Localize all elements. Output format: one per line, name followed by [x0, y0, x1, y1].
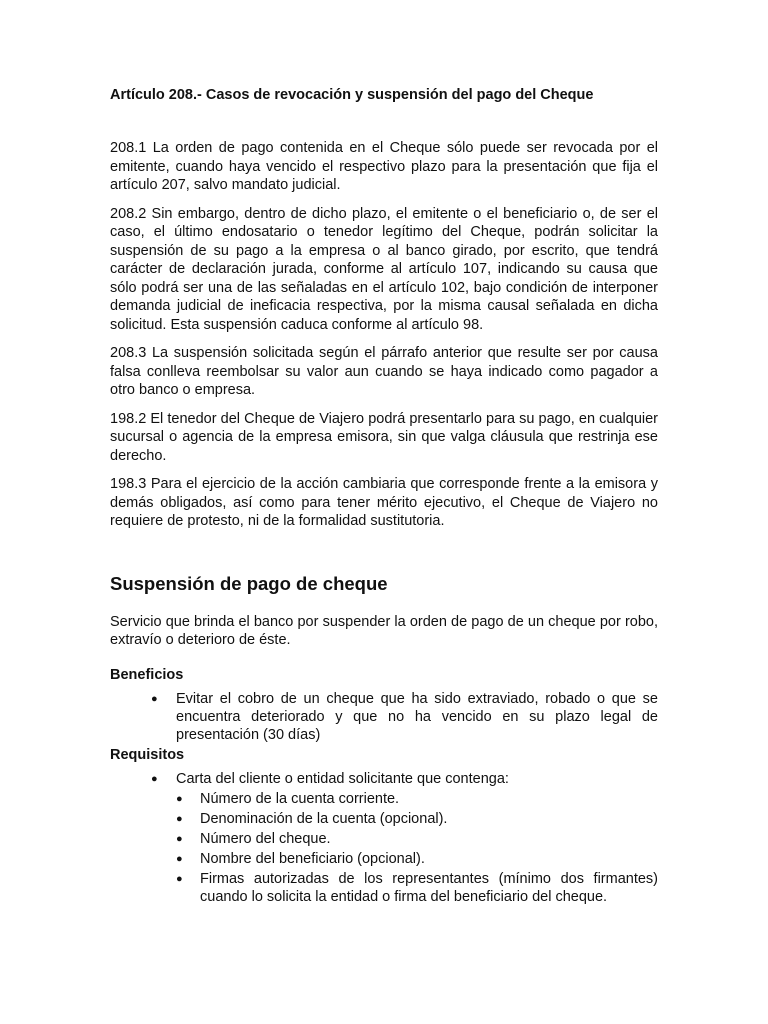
- list-item: [151, 690, 658, 744]
- bullet-icon: ●: [176, 792, 183, 805]
- bullet-icon: ●: [151, 692, 158, 705]
- bullet-icon: ●: [176, 872, 183, 885]
- paragraph-208-1: 208.1 La orden de pago contenida en el Cheque sólo puede ser revocada por el emitente, cuando haya vencido el respectivo plazo para la presentación que fija el artículo 207, salvo mandato judicial.: [110, 140, 658, 193]
- requirement-text: Número del cheque.: [200, 830, 331, 847]
- bullet-icon: ●: [176, 812, 183, 825]
- list-item: [176, 810, 658, 828]
- list-item: [176, 830, 658, 848]
- requirement-text: Nombre del beneficiario (opcional).: [200, 850, 425, 867]
- list-item: [151, 770, 658, 906]
- paragraph-208-3: 208.3 La suspensión solicitada según el párrafo anterior que resulte ser por causa falsa conlleva reembolsar su valor aun cuando se haya indicado como pagador a otro banco o empresa.: [110, 345, 658, 398]
- bullet-icon: ●: [176, 832, 183, 845]
- requirement-main-text: Carta del cliente o entidad solicitante que contenga:: [176, 770, 509, 787]
- list-item: [176, 870, 658, 906]
- benefits-list: [110, 690, 658, 744]
- requirement-text: Firmas autorizadas de los representantes (mínimo dos firmantes) cuando lo solicita la entidad o firma del beneficiario del cheque.: [200, 870, 658, 905]
- requirement-text: Denominación de la cuenta (opcional).: [200, 810, 448, 827]
- paragraph-198-2: 198.2 El tenedor del Cheque de Viajero podrá presentarlo para su pago, en cualquier sucursal o agencia de la empresa emisora, sin que valga cláusula que restrinja ese derecho.: [110, 410, 658, 464]
- article-title: Artículo 208.- Casos de revocación y suspensión del pago del Cheque: [110, 87, 594, 103]
- benefits-heading: Beneficios: [110, 666, 184, 683]
- document-page: [110, 86, 658, 906]
- paragraph-198-3: 198.3 Para el ejercicio de la acción cambiaria que corresponde frente a la emisora y demás obligados, así como para tener mérito ejecutivo, el Cheque de Viajero no requiere de protesto, ni de la formalidad sustitutoria.: [110, 476, 658, 529]
- section-title: Suspensión de pago de cheque: [110, 572, 388, 594]
- requirements-sublist: [176, 790, 658, 906]
- requirements-list: [110, 770, 658, 906]
- bullet-icon: ●: [151, 772, 158, 785]
- requirements-heading: Requisitos: [110, 746, 185, 763]
- paragraph-208-2: 208.2 Sin embargo, dentro de dicho plazo, el emitente o el beneficiario o, de ser el caso, el último endosatario o tenedor legítimo del Cheque, podrán solicitar la suspensión de su pago a la empresa o al banco girado, por escrito, que tendrá carácter de declaración jurada, conforme al artículo 107, indicando su causa que sólo podrá ser una de las señaladas en el artículo 102, bajo condición de interponer demanda judicial de ineficacia respectiva, por la misma causal señalada en dicha solicitud. Esta suspensión caduca conforme al artículo 98.: [110, 205, 658, 333]
- benefit-text: Evitar el cobro de un cheque que ha sido extraviado, robado o que se encuentra deteriorado y que no ha vencido en su plazo legal de presentación (30 días): [176, 690, 658, 743]
- requirement-text: Número de la cuenta corriente.: [200, 790, 400, 807]
- bullet-icon: ●: [176, 852, 183, 865]
- list-item: [176, 790, 658, 808]
- section-intro: Servicio que brinda el banco por suspender la orden de pago de un cheque por robo, extravío o deterioro de éste.: [110, 613, 658, 648]
- list-item: [176, 850, 658, 868]
